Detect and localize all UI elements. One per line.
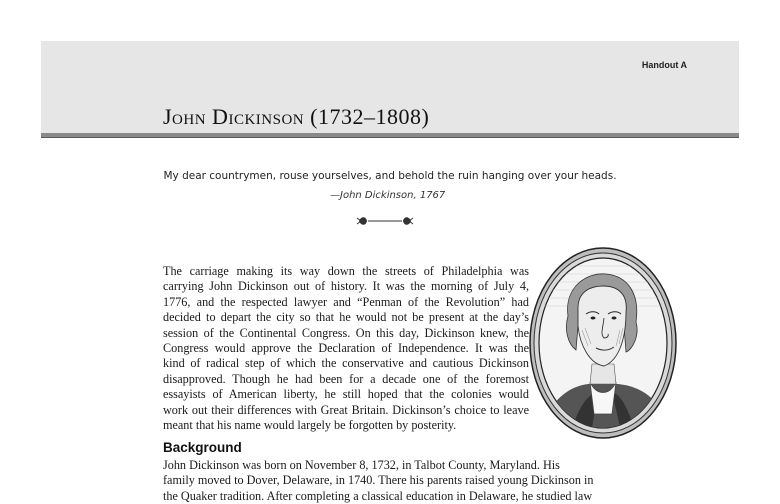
background-paragraph (163, 458, 723, 504)
intro-line: Congress would approve the Declaration of Independence. It was the (163, 341, 529, 356)
intro-paragraph (163, 264, 529, 433)
epigraph-quote: My dear countrymen, rouse yourselves, and behold the ruin hanging over your heads. (163, 170, 617, 182)
intro-line: 1776, and the respected lawyer and “Penman of the Revolution” had (163, 294, 529, 309)
section-heading-background: Background (163, 440, 242, 455)
intro-line: decided to depart the city so that he would not be present at the day’s (163, 310, 529, 325)
intro-line: disapproved. Though he had been for a decade one of the foremost (163, 371, 529, 386)
john-dickinson-portrait (528, 246, 678, 440)
intro-line: essayists of American liberty, he still hoped that the colonies would (163, 387, 529, 402)
intro-line: session of the Continental Congress. On this day, Dickinson knew, the (163, 325, 529, 340)
intro-line: kind of radical step of which the conservative and cautious Dickinson (163, 356, 529, 371)
epigraph-attribution: —John Dickinson, 1767 (330, 190, 446, 201)
background-line: John Dickinson was born on November 8, 1732, in Talbot County, Maryland. His (163, 458, 560, 472)
intro-line: The carriage making its way down the streets of Philadelphia was (163, 264, 529, 278)
intro-line: carrying John Dickinson out of history. It was the morning of July 4, (163, 279, 529, 294)
fleuron-divider-icon (355, 214, 415, 228)
intro-line: work out their differences with Great Britain. Dickinson’s choice to leave (163, 402, 529, 417)
background-line: family moved to Dover, Delaware, in 1740. There his parents raised young Dickinson in (163, 473, 594, 488)
handout-label: Handout A (641, 60, 687, 70)
header-rule (41, 133, 739, 138)
background-line: the Quaker tradition. After completing a classical education in Delaware, he studied law (163, 488, 593, 503)
page-title: John Dickinson (1732–1808) (163, 104, 430, 129)
intro-line: meant that his name would largely be forgotten by posterity. (163, 418, 457, 433)
